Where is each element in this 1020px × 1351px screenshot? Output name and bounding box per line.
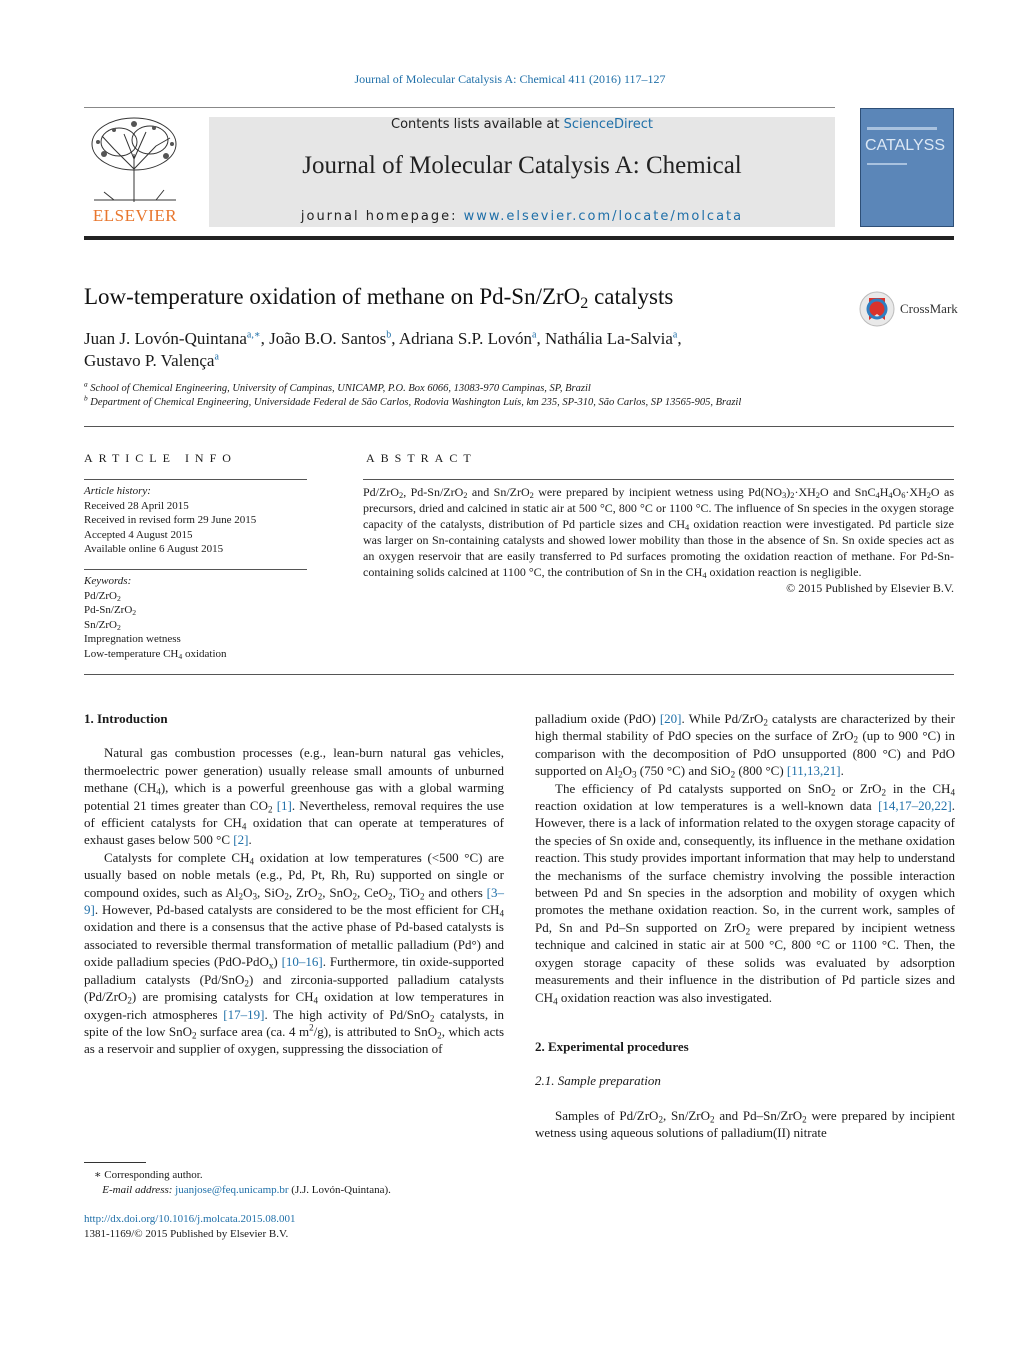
email-suffix: (J.J. Lovón-Quintana). bbox=[288, 1183, 391, 1196]
citation-link: [3–9] bbox=[84, 884, 504, 918]
cover-stripe bbox=[867, 127, 937, 130]
affiliation-a bbox=[84, 379, 591, 394]
citation-link: [20] bbox=[659, 711, 682, 726]
doi-link[interactable]: http://dx.doi.org/10.1016/j.molcata.2015.08.001 bbox=[84, 1213, 296, 1225]
history-online: Available online 6 August 2015 bbox=[84, 543, 224, 555]
author-name: João B.O. Santos bbox=[269, 329, 387, 348]
header-top-rule bbox=[84, 107, 835, 108]
email-label: E-mail address: bbox=[102, 1183, 176, 1196]
citation-link: [11,13,21] bbox=[786, 763, 841, 779]
right-column bbox=[535, 710, 955, 1142]
homepage-link[interactable]: www.elsevier.com/locate/molcata bbox=[463, 209, 744, 224]
abstract-bottom-rule bbox=[84, 674, 954, 675]
keyword: Low-temperature $CH_4$ oxidation bbox=[84, 647, 227, 661]
section-heading-experimental: 2. Experimental procedures bbox=[535, 1038, 689, 1054]
history-accepted: Accepted 4 August 2015 bbox=[84, 528, 193, 541]
header-bottom-rule bbox=[84, 236, 954, 240]
abstract-rule bbox=[363, 479, 954, 480]
keyword: Sn/ZrO$_2$ bbox=[84, 618, 121, 632]
author-name: Nathália La-Salvia bbox=[544, 329, 673, 348]
affiliation-b bbox=[84, 393, 742, 408]
author-name: Juan J. Lovón-Quintana bbox=[84, 329, 247, 348]
affiliation-text: School of Chemical Engineering, University of Campinas, UNICAMP, P.O. Box 6066, 13083-970 Campinas, SP, Brazil bbox=[90, 383, 591, 394]
citation-link: [14,17–20,22] bbox=[878, 798, 952, 814]
issn-line: 1381-1169/© 2015 Published by Elsevier B.V. bbox=[84, 1227, 289, 1240]
abstract-body: Pd/ZrO$_2$, Pd-Sn/ZrO$_2$ and Sn/ZrO$_2$ were prepared by incipient wetness using $Pd(NO_3)_2\cdot XH_2O$ and $SnC_4H_4O_6\cdot XH_2O$ as precursors, dried and calcined in static air at 500 °C, 800 °C or 1100 °C. The influence of Sn species in the oxygen storage capacity of the catalysts, distribution of Pd particle sizes and $CH_4$ oxidation reaction were investigated. Pd particle size was larger on Sn-containing catalysts and showed lower mobility than those in the absence of Sn. Sn oxide species act as an oxygen reservoir that are easily transferred to Pd surfaces promoting the oxidation reaction of methane. For Pd-Sn-containing solids calcined at 1100 °C, the contribution of Sn in the $CH_4$ oxidation reaction is negligible. © 2015 Published by Elsevier B.V. bbox=[363, 485, 955, 595]
crossmark-icon bbox=[858, 290, 896, 328]
paragraph: The efficiency of Pd catalysts supported on SnO$_2$ or ZrO$_2$ in the $CH_4$ reaction oxidation at low temperatures is a well-known data [14,17–20,22]. However, there is a lack of information related to the oxygen storage capacity of the species of Sn oxide and, consequently, its influence in the methane oxidation reaction. This study provides important information that may help to understand the mechanisms of the surface chemistry involving the possible interaction between Pd and Sn species in the adsorption and mobility of oxygen which promotes the methane oxidation reaction. So, in the current work, samples of Pd, Sn and Pd–Sn supported on ZrO$_2$ were prepared by incipient wetness technique and calcined in static air at 500 °C, 800 °C or 1100 °C. Then, the oxygen storage capacity of these solids was evaluated by adsorption measurements and their influence in the distribution of Pd particle sizes and $CH_4$ oxidation reaction was also investigated. bbox=[535, 780, 956, 1006]
doi-block bbox=[84, 1212, 504, 1241]
citation-link: [2] bbox=[233, 832, 249, 848]
cover-stripe-2 bbox=[867, 163, 907, 165]
sciencedirect-link[interactable]: ScienceDirect bbox=[563, 117, 653, 132]
article-history bbox=[84, 484, 307, 557]
keywords-rule bbox=[84, 569, 307, 570]
elsevier-tree-icon bbox=[84, 114, 186, 204]
history-revised: Received in revised form 29 June 2015 bbox=[84, 514, 257, 526]
author-affiliation-mark[interactable]: a bbox=[532, 329, 537, 341]
elsevier-logo[interactable] bbox=[84, 114, 186, 226]
article-info-rule bbox=[84, 479, 307, 480]
paragraph: Samples of Pd/ZrO$_2$, Sn/ZrO$_2$ and Pd–Sn/ZrO$_2$ were prepared by incipient wetness using aqueous solutions of palladium(II) nitrate bbox=[535, 1107, 955, 1141]
left-column bbox=[84, 710, 504, 1058]
history-received: Received 28 April 2015 bbox=[84, 499, 189, 512]
citation-link: [10–16] bbox=[281, 954, 323, 970]
corresponding-author-note: Corresponding author. bbox=[104, 1169, 203, 1181]
keyword: Impregnation wetness bbox=[84, 633, 181, 645]
elsevier-wordmark: ELSEVIER bbox=[92, 206, 178, 225]
footnote: ∗ Corresponding author. E-mail address: juanjose@feq.unicamp.br (J.J. Lovón-Quintana). bbox=[94, 1169, 391, 1196]
author-affiliation-mark[interactable]: a bbox=[672, 329, 678, 341]
contents-prefix: Contents lists available at bbox=[391, 117, 564, 132]
cover-title: CATALYSS bbox=[865, 137, 946, 154]
subsection-heading-sample-preparation: 2.1. Sample preparation bbox=[535, 1073, 661, 1089]
keywords bbox=[84, 574, 307, 661]
affiliation-mark: a bbox=[84, 379, 88, 389]
citation-link: [17–19] bbox=[223, 1006, 265, 1022]
journal-name: Journal of Molecular Catalysis A: Chemical bbox=[302, 152, 742, 179]
journal-cover[interactable] bbox=[860, 108, 954, 227]
homepage-line bbox=[209, 209, 835, 224]
affiliation-mark: b bbox=[84, 393, 88, 403]
author-affiliation-mark[interactable]: b bbox=[386, 329, 392, 341]
citation-link: [1] bbox=[276, 797, 292, 813]
article-title: Low-temperature oxidation of methane on Pd-Sn/ZrO$_2$ catalysts bbox=[84, 284, 674, 313]
article-info-heading: ARTICLE INFO bbox=[84, 451, 237, 465]
author-affiliation-mark[interactable]: a bbox=[214, 351, 219, 363]
author-name: Adriana S.P. Lovón bbox=[398, 329, 532, 348]
author-affiliation-mark[interactable]: a,∗ bbox=[246, 329, 261, 341]
affiliations-rule bbox=[84, 426, 954, 427]
crossmark-badge[interactable] bbox=[858, 290, 958, 330]
section-heading-introduction: 1. Introduction bbox=[84, 711, 168, 726]
history-label: Article history: bbox=[84, 485, 151, 497]
author-list: Juan J. Lovón-Quintana$^{a,∗}$, João B.O. Santos$^b$, Adriana S.P. Lovón$^a$, Nathália La-Salvia$^a$, Gustavo P. Valença$^a$ bbox=[84, 329, 682, 370]
email-link[interactable]: juanjose@feq.unicamp.br bbox=[175, 1183, 289, 1196]
journal-citation[interactable]: Journal of Molecular Catalysis A: Chemical 411 (2016) 117–127 bbox=[354, 72, 666, 86]
keyword: Pd/ZrO$_2$ bbox=[84, 589, 121, 603]
author-name: Gustavo P. Valença bbox=[84, 351, 215, 370]
footnote-rule bbox=[84, 1162, 146, 1163]
abstract-copyright: © 2015 Published by Elsevier B.V. bbox=[786, 581, 954, 595]
homepage-prefix: journal homepage: bbox=[300, 209, 464, 224]
keywords-label: Keywords: bbox=[84, 575, 132, 587]
affiliation-text: Department of Chemical Engineering, Universidade Federal de São Carlos, Rodovia Washington Luís, km 235, SP-310, São Carlos, SP 13565-905, Brazil bbox=[90, 397, 742, 408]
paragraph: Catalysts for complete $CH_4$ oxidation at low temperatures (<500 °C) are usually based on noble metals (e.g., Pd, Pt, Rh, Ru) supported on single or compound oxides, such as $Al_2O_3$, SiO$_2$, ZrO$_2$, SnO$_2$, CeO$_2$, TiO$_2$ and others [3–9]. However, Pd-based catalysts are considered to be the most efficient for $CH_4$ oxidation and there is a consensus that the active phase of Pd-based catalysts is associated to reversible thermal transformation of metallic palladium (Pd°) and oxide palladium species (PdO-PdO$_x$) [10–16]. Furthermore, tin oxide-supported palladium catalysts (Pd/SnO$_2$) and zirconia-supported palladium catalysts (Pd/ZrO$_2$) are promising catalysts for $CH_4$ oxidation at low temperatures in oxygen-rich atmospheres [17–19]. The high activity of Pd/SnO$_2$ catalysts, in spite of the low SnO$_2$ surface area (ca. 4 $m^2/g$), is attributed to SnO$_2$, which acts as a reservoir and supplier of oxygen, suppressing the dissociation of bbox=[84, 849, 505, 1057]
crossmark-label: CrossMark bbox=[900, 301, 958, 316]
contents-line bbox=[209, 117, 835, 132]
abstract-heading: ABSTRACT bbox=[366, 451, 477, 465]
paragraph: Natural gas combustion processes (e.g., lean-burn natural gas vehicles, thermoelectric power generation) usually release small amounts of unburned methane $(CH_4)$, which is a powerful greenhouse gas with a global warming potential 21 times greater than $CO_2$ [1]. Nevertheless, removal requires the use of efficient catalysts for $CH_4$ oxidation that can operate at temperatures of exhaust gases below 500 °C [2]. bbox=[84, 745, 504, 848]
paragraph: palladium oxide (PdO) [20]. While Pd/ZrO$_2$ catalysts are characterized by their high thermal stability of PdO species on the surface of ZrO$_2$ (up to 900 °C) in comparison with the decomposition of PdO unsupported (800 °C) and PdO supported on $Al_2O_3$ (750 °C) and SiO$_2$ (800 °C) [11,13,21]. bbox=[535, 711, 956, 780]
keyword: Pd-Sn/ZrO$_2$ bbox=[84, 604, 137, 617]
